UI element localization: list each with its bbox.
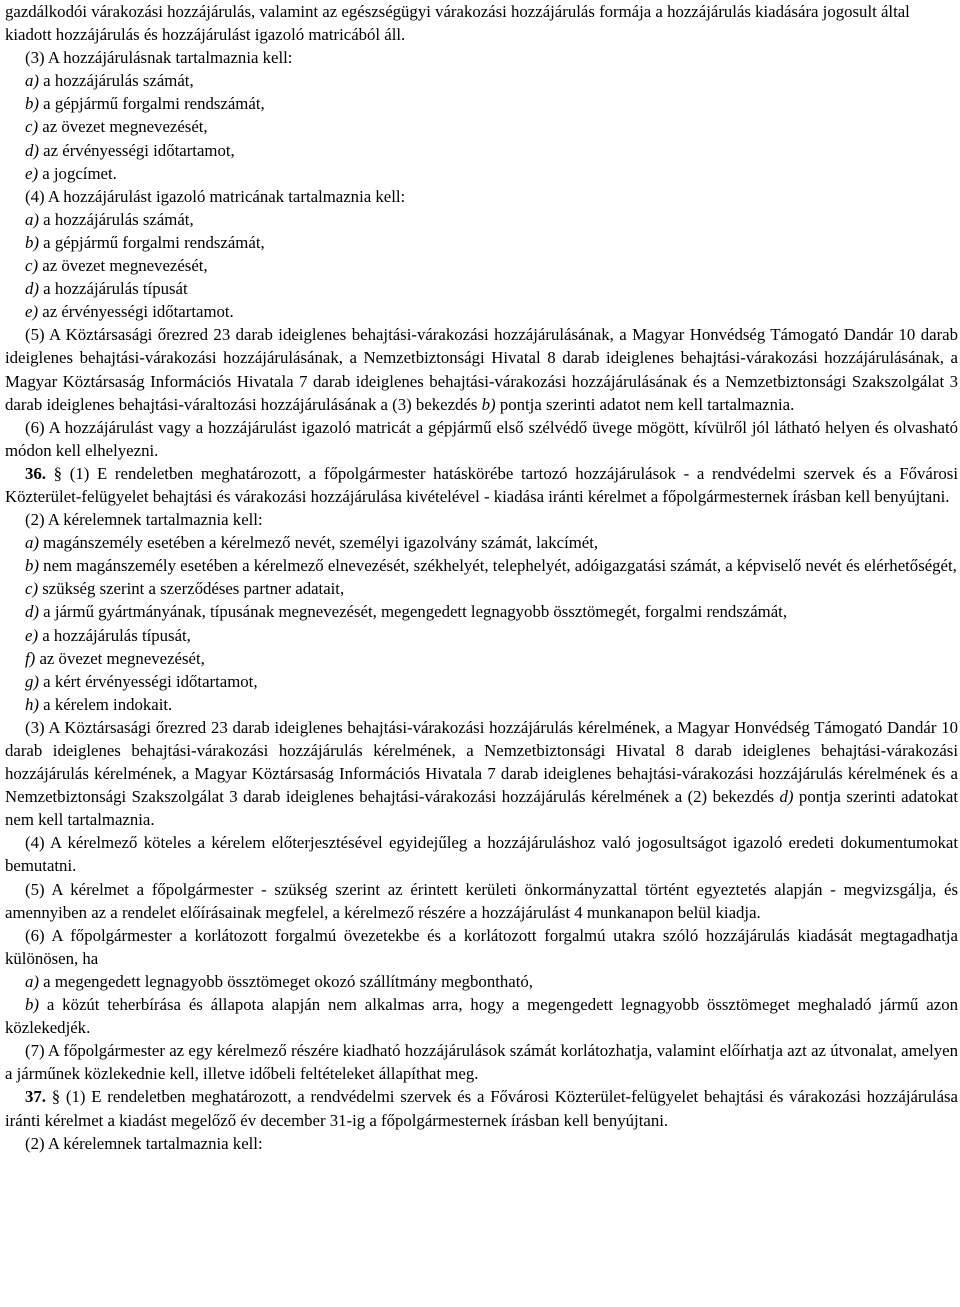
item-marker: a) (25, 533, 39, 553)
text-run: a hozzájárulás számát, (38, 71, 194, 91)
item-marker: b) (25, 94, 39, 114)
text-run: (4) A kérelmező köteles a kérelem előterjesztésével egyidejűleg a hozzájáruláshoz való jogosultságot igazoló eredeti dokumentumokat bemutatni. (5, 833, 958, 876)
item-marker: d) (25, 602, 39, 622)
paragraph (5, 716, 958, 831)
paragraph (5, 277, 958, 300)
text-run: (2) A kérelemnek tartalmaznia kell: (25, 510, 263, 530)
text-run: a közút teherbírása és állapota alapján nem alkalmas arra, hogy a megengedett legnagyobb össztömeget meghaladó jármű azon közlekedjék. (5, 995, 958, 1038)
paragraph (5, 693, 958, 716)
paragraph (5, 600, 958, 623)
section-number: 37. (25, 1087, 46, 1107)
text-run: a gépjármű forgalmi rendszámát, (38, 232, 265, 252)
text-run: nem magánszemély esetében a kérelmező elnevezését, székhelyét, telephelyét, adóigazgatási számát, a képviselő nevét és elérhetőségét, (38, 556, 957, 576)
paragraph (5, 416, 958, 462)
paragraph (5, 162, 958, 185)
text-run: a jogcímet. (38, 163, 117, 183)
text-run: az érvényességi időtartamot, (38, 140, 235, 160)
item-marker: c) (25, 117, 39, 137)
paragraph (5, 185, 958, 208)
item-marker: e) (25, 163, 39, 183)
item-marker: c) (25, 579, 39, 599)
item-marker: a) (25, 971, 39, 991)
text-run: a hozzájárulás típusát (38, 279, 188, 299)
text-run: magánszemély esetében a kérelmező nevét, személyi igazolvány számát, lakcímét, (38, 533, 599, 553)
text-run: az övezet megnevezését, (38, 256, 208, 276)
text-run: az érvényességi időtartamot. (38, 302, 234, 322)
item-marker: a) (25, 209, 39, 229)
text-run: (3) A hozzájárulásnak tartalmaznia kell: (25, 48, 293, 68)
paragraph (5, 254, 958, 277)
item-marker: b) (25, 995, 39, 1015)
text-run: § (1) E rendeletben meghatározott, a rendvédelmi szervek és a Fővárosi Közterület-felügyelet behajtási és várakozási hozzájárulása iránti kérelmet a kiadást megelőző év december 31-ig a főpolgármesternek írásban kell benyújtani. (5, 1087, 958, 1130)
paragraph (5, 92, 958, 115)
text-run: (2) A kérelemnek tartalmaznia kell: (25, 1133, 263, 1153)
item-marker: d) (25, 279, 39, 299)
paragraph (5, 831, 958, 877)
text-run: az övezet megnevezését, (35, 648, 205, 668)
paragraph (5, 462, 958, 508)
item-marker: g) (25, 671, 39, 691)
paragraph (5, 970, 958, 993)
text-run: (3) A Köztársasági őrezred 23 darab ideiglenes behajtási-várakozási hozzájárulás kérelmének, a Magyar Honvédség Támogató Dandár 10 darab ideiglenes behajtási-várakozási hozzájárulás kérelmének, a Nemzetbiztonsági Hivatal 8 darab ideiglenes behajtási-várakozási hozzájárulás kérelmének, a Magyar Köztársaság Információs Hivatala 7 darab ideiglenes behajtási-várakozási hozzájárulás kérelmének és a Nemzetbiztonsági Szakszolgálat 3 darab ideiglenes behajtási-várakozási hozzájárulás kérelmének a (2) bekezdés (5, 717, 958, 807)
text-run: gazdálkodói várakozási hozzájárulás, valamint az egészségügyi várakozási hozzájárulás formája a hozzájárulás kiadására jogosult által kiadott hozzájárulás és hozzájárulást igazoló matricából áll. (5, 2, 910, 45)
text-run: a megengedett legnagyobb össztömeget okozó szállítmány megbontható, (38, 971, 533, 991)
paragraph (5, 670, 958, 693)
paragraph (5, 231, 958, 254)
text-run: § (1) E rendeletben meghatározott, a főpolgármester hatáskörébe tartozó hozzájárulások - a rendvédelmi szervek és a Fővárosi Közterület-felügyelet behajtási és várakozási hozzájárulása kivételével - kiadása iránti kérelmet a főpolgármesternek írásban kell benyújtani. (5, 463, 958, 506)
text-run: a kérelem indokait. (38, 694, 173, 714)
item-marker: c) (25, 256, 39, 276)
text-run: (6) A hozzájárulást vagy a hozzájárulást igazoló matricát a gépjármű első szélvédő üvege mögött, kívülről jól látható helyen és olvasható módon kell elhelyezni. (5, 417, 958, 460)
text-run: szükség szerint a szerződéses partner adatait, (38, 579, 345, 599)
section-number: 36. (25, 463, 46, 483)
text-run: (5) A kérelmet a főpolgármester - szükség szerint az érintett kerületi önkormányzattal történt egyeztetés alapján - megvizsgálja, és amennyiben az a rendelet előírásainak megfelel, a kérelmező részére a hozzájárulást 4 munkanapon belül kiadja. (5, 879, 958, 922)
paragraph (5, 924, 958, 970)
item-marker: b) (25, 232, 39, 252)
item-marker: d) (779, 787, 794, 807)
text-run: pontja szerinti adatot nem kell tartalmaznia. (495, 394, 795, 414)
paragraph (5, 878, 958, 924)
item-marker: b) (481, 394, 496, 414)
paragraph (5, 1085, 958, 1131)
paragraph (5, 647, 958, 670)
text-run: a hozzájárulás típusát, (38, 625, 191, 645)
paragraph (5, 0, 958, 46)
paragraph (5, 1039, 958, 1085)
paragraph (5, 624, 958, 647)
paragraph (5, 993, 958, 1039)
item-marker: h) (25, 694, 39, 714)
text-run: (4) A hozzájárulást igazoló matricának tartalmaznia kell: (25, 186, 406, 206)
text-run: a gépjármű forgalmi rendszámát, (38, 94, 265, 114)
text-run: (6) A főpolgármester a korlátozott forgalmú övezetekbe és a korlátozott forgalmú utakra szóló hozzájárulás kiadását megtagadhatja különösen, ha (5, 925, 958, 968)
text-run: (5) A Köztársasági őrezred 23 darab ideiglenes behajtási-várakozási hozzájárulásának, a Magyar Honvédség Támogató Dandár 10 darab ideiglenes behajtási-várakozási hozzájárulásának, a Nemzetbiztonsági Hivatal 8 darab ideiglenes behajtási-várakozási hozzájárulásának, a Magyar Köztársaság Információs Hivatala 7 darab ideiglenes behajtási-várakozási hozzájárulásának és a Nemzetbiztonsági Szakszolgálat 3 darab ideiglenes behajtási-váraltozási hozzájárulásának a (3) bekezdés (5, 325, 958, 414)
item-marker: b) (25, 556, 39, 576)
paragraph (5, 208, 958, 231)
item-marker: d) (25, 140, 39, 160)
item-marker: e) (25, 302, 39, 322)
item-marker: a) (25, 71, 39, 91)
paragraph (5, 531, 958, 554)
item-marker: e) (25, 625, 39, 645)
paragraph (5, 139, 958, 162)
item-marker: f) (25, 648, 36, 668)
text-run: pontja szerinti adatokat nem kell tartalmaznia. (5, 787, 958, 830)
text-run: a jármű gyártmányának, típusának megnevezését, megengedett legnagyobb össztömegét, forgalmi rendszámát, (38, 602, 788, 622)
paragraph (5, 508, 958, 531)
paragraph (5, 577, 958, 600)
text-run: a kért érvényességi időtartamot, (38, 671, 258, 691)
paragraph (5, 1132, 958, 1155)
paragraph (5, 554, 958, 577)
paragraph (5, 323, 958, 415)
paragraph (5, 115, 958, 138)
text-run: (7) A főpolgármester az egy kérelmező részére kiadható hozzájárulások számát korlátozhatja, valamint előírhatja azt az útvonalat, amelyen a járműnek közlekednie kell, illetve időbeli feltételeket állapíthat meg. (5, 1041, 958, 1084)
text-run: az övezet megnevezését, (38, 117, 208, 137)
paragraph (5, 69, 958, 92)
paragraph (5, 46, 958, 69)
text-run: a hozzájárulás számát, (38, 209, 194, 229)
paragraph (5, 300, 958, 323)
